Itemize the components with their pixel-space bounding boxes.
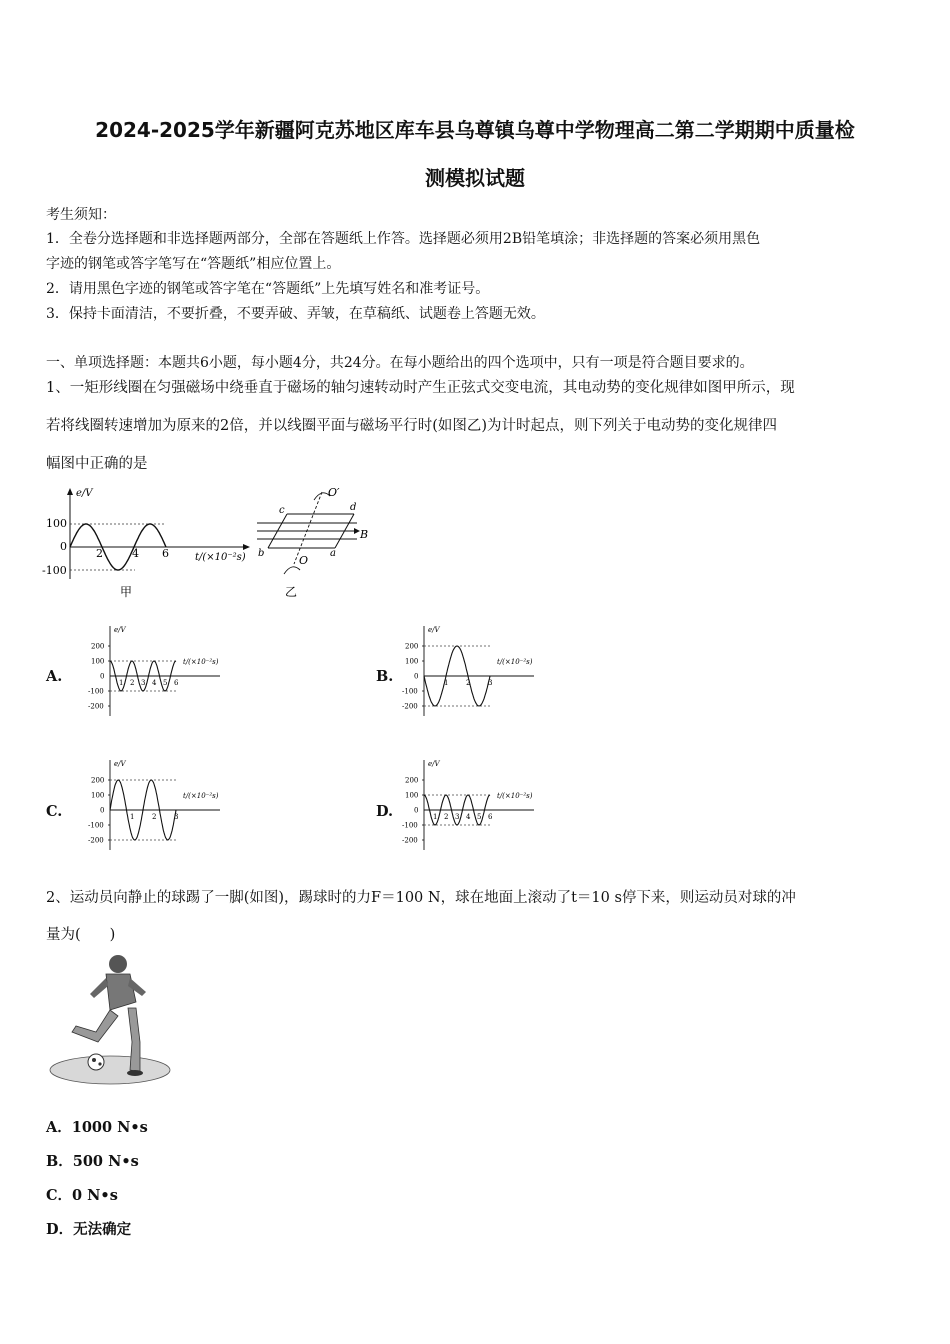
axis-t-label: t/(×10⁻²s) bbox=[497, 792, 533, 800]
x-tick-x3: 3 bbox=[455, 813, 460, 821]
y-tick-y100: 100 bbox=[91, 791, 105, 800]
y-tick-y100: 100 bbox=[91, 657, 105, 666]
notice-item-2: 2．请用黑色字迹的钢笔或答字笔在“答题纸”上先填写姓名和准考证号。 bbox=[46, 281, 490, 297]
y-tick-yn200: -200 bbox=[88, 702, 104, 711]
y-tick-y100: 100 bbox=[405, 791, 419, 800]
jia-caption: 甲 bbox=[120, 585, 133, 599]
y-tick-y200: 200 bbox=[91, 642, 105, 651]
option-b-graph[interactable] bbox=[402, 624, 552, 719]
q2-line1: 2、运动员向静止的球踢了一脚(如图)，踢球时的力F＝100 N，球在地面上滚动了t＝10 s停下来，则运动员对球的冲 bbox=[46, 890, 796, 906]
x-tick-x1: 1 bbox=[130, 813, 135, 821]
y-tick-y0: 0 bbox=[100, 672, 105, 681]
y-tick-yn200: -200 bbox=[88, 836, 104, 845]
option-d-graph[interactable] bbox=[402, 758, 552, 853]
y-tick-y200: 200 bbox=[405, 776, 419, 785]
yi-label-O-top: O′ bbox=[328, 486, 340, 499]
y-tick-yn100: -100 bbox=[88, 821, 104, 830]
figure-yi bbox=[252, 482, 377, 602]
football-player-illustration bbox=[44, 952, 174, 1088]
x-tick-x5: 5 bbox=[477, 813, 482, 821]
q1-line2: 若将线圈转速增加为原来的2倍，并以线圈平面与磁场平行时(如图乙)为计时起点，则下列关于电动势的变化规律四 bbox=[46, 418, 778, 434]
option-a-graph[interactable] bbox=[88, 624, 238, 719]
q2-line2: 量为( ) bbox=[46, 927, 116, 943]
yi-label-c: c bbox=[279, 505, 285, 516]
axis-e-label: e/V bbox=[428, 626, 440, 634]
yi-caption: 乙 bbox=[285, 585, 298, 599]
jia-x4: 4 bbox=[132, 547, 139, 560]
y-tick-y0: 0 bbox=[414, 806, 419, 815]
yi-label-b: b bbox=[258, 548, 265, 559]
y-tick-y200: 200 bbox=[91, 776, 105, 785]
jia-y0: 0 bbox=[60, 540, 67, 553]
x-tick-x6: 6 bbox=[488, 813, 493, 821]
notice-item-1a: 1．全卷分选择题和非选择题两部分，全部在答题纸上作答。选择题必须用2B铅笔填涂；非选择题的答案必须用黑色 bbox=[46, 231, 761, 247]
notice-item-3: 3．保持卡面清洁，不要折叠，不要弄破、弄皱，在草稿纸、试题卷上答题无效。 bbox=[46, 306, 545, 322]
x-tick-x2: 2 bbox=[466, 679, 471, 687]
q2-option-b[interactable]: B．500 N•s bbox=[46, 1153, 139, 1170]
yi-label-B: B bbox=[360, 528, 369, 541]
page-title-line2: 测模拟试题 bbox=[425, 166, 525, 190]
y-tick-y100: 100 bbox=[405, 657, 419, 666]
option-c-graph[interactable] bbox=[88, 758, 238, 853]
jia-x6: 6 bbox=[162, 547, 169, 560]
y-tick-yn100: -100 bbox=[88, 687, 104, 696]
axis-t-label: t/(×10⁻²s) bbox=[183, 658, 219, 666]
axis-t-label: t/(×10⁻²s) bbox=[497, 658, 533, 666]
q1-option-c-label[interactable]: C. bbox=[46, 803, 63, 820]
x-tick-x4: 4 bbox=[466, 813, 471, 821]
jia-y100: 100 bbox=[46, 517, 67, 530]
q1-option-d-label[interactable]: D. bbox=[376, 803, 394, 820]
q1-option-b-label[interactable]: B. bbox=[376, 668, 394, 685]
x-tick-x2: 2 bbox=[130, 679, 135, 687]
axis-t-label: t/(×10⁻²s) bbox=[183, 792, 219, 800]
x-tick-x3: 3 bbox=[488, 679, 493, 687]
section-heading: 一、单项选择题：本题共6小题，每小题4分，共24分。在每小题给出的四个选项中，只有一项是符合题目要求的。 bbox=[46, 355, 754, 371]
x-tick-x4: 4 bbox=[152, 679, 157, 687]
yi-label-d: d bbox=[350, 502, 357, 513]
q2-option-c[interactable]: C．0 N•s bbox=[46, 1187, 118, 1204]
q1-line1: 1、一矩形线圈在匀强磁场中绕垂直于磁场的轴匀速转动时产生正弦式交变电流，其电动势的变化规律如图甲所示，现 bbox=[46, 380, 795, 396]
jia-axis-e: e/V bbox=[76, 488, 93, 499]
x-tick-x1: 1 bbox=[119, 679, 124, 687]
y-tick-yn100: -100 bbox=[402, 687, 418, 696]
q1-line3: 幅图中正确的是 bbox=[46, 456, 148, 472]
page-title-line1: 2024-2025学年新疆阿克苏地区库车县乌尊镇乌尊中学物理高二第二学期期中质量检 bbox=[95, 118, 855, 142]
x-tick-x2: 2 bbox=[152, 813, 157, 821]
y-tick-y0: 0 bbox=[414, 672, 419, 681]
q1-option-a-label[interactable]: A. bbox=[46, 668, 63, 685]
q2-option-d[interactable]: D．无法确定 bbox=[46, 1221, 132, 1238]
axis-e-label: e/V bbox=[114, 626, 126, 634]
yi-label-O: O bbox=[299, 554, 309, 567]
x-tick-x3: 3 bbox=[141, 679, 146, 687]
y-tick-y200: 200 bbox=[405, 642, 419, 651]
x-tick-x1: 1 bbox=[444, 679, 449, 687]
y-tick-yn200: -200 bbox=[402, 836, 418, 845]
figure-jia bbox=[40, 484, 255, 602]
notice-item-1b: 字迹的钢笔或答字笔写在“答题纸”相应位置上。 bbox=[46, 256, 341, 272]
jia-x2: 2 bbox=[96, 547, 103, 560]
x-tick-x2: 2 bbox=[444, 813, 449, 821]
y-tick-yn100: -100 bbox=[402, 821, 418, 830]
yi-label-a: a bbox=[330, 548, 336, 559]
x-tick-x5: 5 bbox=[163, 679, 168, 687]
q2-option-a[interactable]: A．1000 N•s bbox=[46, 1119, 148, 1136]
jia-yneg100: -100 bbox=[42, 564, 67, 577]
y-tick-yn200: -200 bbox=[402, 702, 418, 711]
x-tick-x3: 3 bbox=[174, 813, 179, 821]
notice-heading: 考生须知： bbox=[46, 207, 116, 223]
jia-axis-t: t/(×10⁻²s) bbox=[195, 552, 246, 563]
y-tick-y0: 0 bbox=[100, 806, 105, 815]
axis-e-label: e/V bbox=[114, 760, 126, 768]
x-tick-x6: 6 bbox=[174, 679, 179, 687]
x-tick-x1: 1 bbox=[433, 813, 438, 821]
axis-e-label: e/V bbox=[428, 760, 440, 768]
